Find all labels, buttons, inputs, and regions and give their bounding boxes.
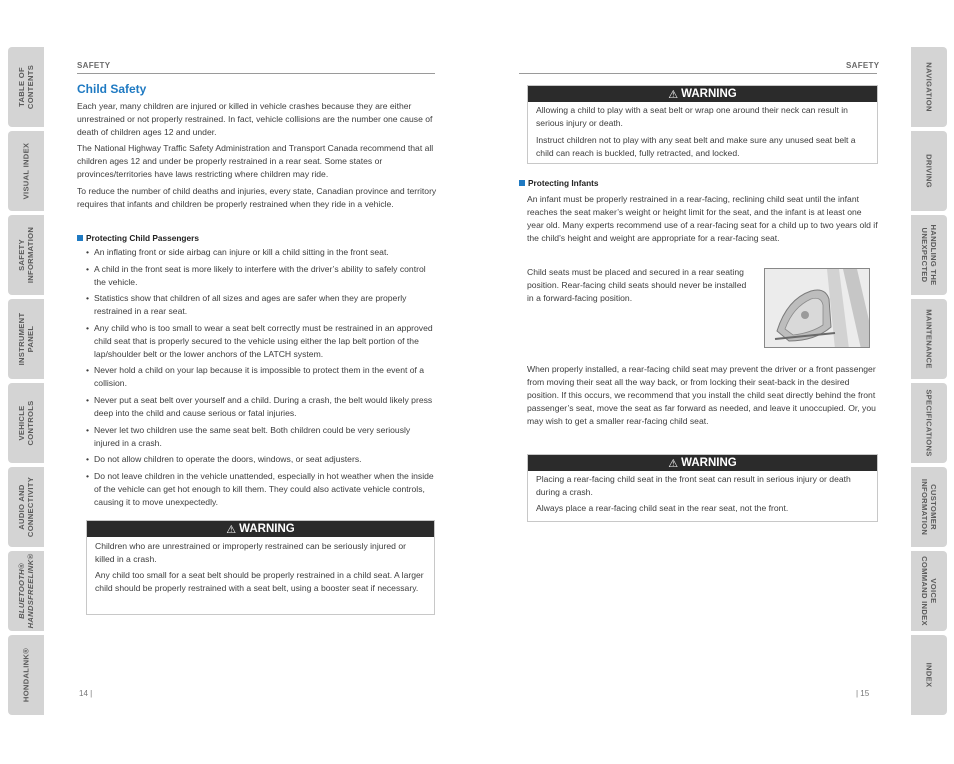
tab-voice-command-index[interactable] [911,551,947,631]
tab-hondalink[interactable] [8,635,44,715]
warning-text: Placing a rear-facing child seat in the front seat can result in serious injury or death during a crash. [536,474,851,497]
warning-label: WARNING [681,88,737,100]
infant-restraint-paragraph: An infant must be properly restrained in a rear-facing, reclining child seat until the infant reaches the seat maker’s weight or height limit for the seat, and the infant is at least one year old. Many experts recommend use of a rear-facing seat for a child up to two years old if the child’s height and weight are appropriate for a rear-facing seat. [527,194,878,243]
list-item: • Never put a seat belt over yourself and a child. During a crash, the belt would likely press deep into the child and cause serious or fatal injuries. [86,394,438,420]
intro-paragraph: Each year, many children are injured or killed in vehicle crashes because they are either unrestrained or not properly restrained. In fact, vehicle collisions are the number one cause of death of children ages 12 and under. [77,101,433,137]
section-marker-icon [519,180,525,186]
tab-label: HANDLING THE UNEXPECTED [920,224,938,286]
tab-visual-index[interactable] [8,131,44,211]
tab-label: TABLE OF CONTENTS [17,64,35,110]
tab-label: SAFETY INFORMATION [17,226,35,284]
warning-header [528,86,877,102]
list-item: • Statistics show that children of all sizes and ages are safer when they are properly restrained in a rear seat. [86,292,438,318]
left-page-header: SAFETY [77,61,111,70]
list-item: • Do not allow children to operate the doors, windows, or seat adjusters. [86,453,438,466]
tab-label: BLUETOOTH® HANDSFREELINK® [17,553,35,629]
warning-label: WARNING [239,523,295,535]
page-title: Child Safety [77,82,147,96]
tab-specifications[interactable] [911,383,947,463]
subheading-text: Protecting Child Passengers [86,233,199,243]
tab-safety-information[interactable] [8,215,44,295]
warning-triangle-icon: ⚠ [668,88,679,101]
tab-label: INDEX [924,662,934,688]
tab-label: MAINTENANCE [924,309,934,369]
warning-header [87,521,434,537]
child-seat-drawing [765,269,870,348]
installation-paragraph: When properly installed, a rear-facing child seat may prevent the driver or a front passenger from moving their seat all the way back, or from locking their seat-back in the desired position. If this occurs, we recommend that you install the child seat directly behind the front passenger’s seat, move the seat as far forward as needed, and leave it unoccupied. Or, you may wish to get a smaller rear-facing child seat. [527,364,876,426]
subheading-text: Protecting Infants [528,178,599,188]
tab-table-of-contents[interactable] [8,47,44,127]
warning-text: Allowing a child to play with a seat belt or wrap one around their neck can result in serious injury or death. [536,105,848,128]
warning-text: Instruct children not to play with any seat belt and make sure any unused seat belt a child can reach is buckled, fully retracted, and locked. [536,135,856,158]
tab-label: INSTRUMENT PANEL [17,312,35,366]
tab-label: HONDALINK® [21,647,31,703]
tab-customer-information[interactable] [911,467,947,547]
warning-triangle-icon: ⚠ [668,457,679,470]
tab-label: SPECIFICATIONS [924,389,934,457]
rear-facing-child-seat-illustration [764,268,870,348]
child-passenger-bullet-list [86,246,438,512]
tab-instrument-panel[interactable] [8,299,44,379]
tab-handling-the-unexpected[interactable] [911,215,947,295]
right-header-rule [519,73,877,74]
left-header-rule [77,73,435,74]
right-page-header: SAFETY [846,61,880,70]
tab-label: AUDIO AND CONNECTIVITY [17,476,35,538]
tab-vehicle-controls[interactable] [8,383,44,463]
list-item: • An inflating front or side airbag can injure or kill a child sitting in the front seat. [86,246,438,259]
list-item: • A child in the front seat is more likely to interfere with the driver’s ability to safely control the vehicle. [86,263,438,289]
tab-audio-connectivity[interactable] [8,467,44,547]
tab-bluetooth-handsfreelink[interactable] [8,551,44,631]
page-number-right: | 15 [856,689,870,698]
right-section-tabs [911,47,947,719]
tab-navigation[interactable] [911,47,947,127]
list-item: • Never let two children use the same seat belt. Both children could be very seriously injured in a crash. [86,424,438,450]
list-item: • Any child who is too small to wear a seat belt correctly must be restrained in an approved child seat that is properly secured to the vehicle using either the lap belt portion of the lap/shoulder belt or the lower anchors of the LATCH system. [86,322,438,361]
list-item: • Do not leave children in the vehicle unattended, especially in hot weather when the inside of the vehicle can get hot enough to kill them. They could also activate vehicle controls, causing it to move unexpectedly. [86,470,438,509]
tab-label: CUSTOMER INFORMATION [920,478,938,536]
warning-text: Children who are unrestrained or improperly restrained can be seriously injured or killed in a crash. [95,541,406,564]
tab-label: VOICE COMMAND INDEX [920,556,938,626]
warning-box-seat-belt-play [527,85,878,164]
requirements-paragraph: To reduce the number of child deaths and injuries, every state, Canadian province and territory requires that infants and children be properly restrained when they ride in a vehicle. [77,186,437,209]
section-marker-icon [77,235,83,241]
tab-index[interactable] [911,635,947,715]
tab-label: VEHICLE CONTROLS [17,400,35,446]
left-section-tabs [8,47,44,719]
tab-label: VISUAL INDEX [21,142,31,200]
nhtsa-paragraph: The National Highway Traffic Safety Administration and Transport Canada recommend that all children ages 12 and under be properly restrained in a rear seat. Some states or provinces/territories have laws restricting where children may ride. [77,143,434,179]
list-item: • Never hold a child on your lap because it is impossible to protect them in the event of a collision. [86,364,438,390]
tab-label: NAVIGATION [924,62,934,112]
subheading-protecting-child-passengers [77,233,199,243]
warning-label: WARNING [681,457,737,469]
warning-header [528,455,877,471]
warning-text: Always place a rear-facing child seat in the rear seat, not the front. [536,503,789,513]
warning-triangle-icon: ⚠ [226,523,237,536]
tab-label: DRIVING [924,154,934,188]
tab-driving[interactable] [911,131,947,211]
warning-text: Any child too small for a seat belt should be properly restrained in a child seat. A larger child should be properly restrained with a seat belt, using a booster seat if necessary. [95,570,424,593]
tab-maintenance[interactable] [911,299,947,379]
page-number-left: 14 | [79,689,93,698]
warning-box-front-seat [527,454,878,522]
rear-seating-paragraph: Child seats must be placed and secured in a rear seating position. Rear-facing child seats should never be installed in a forward-facing position. [527,267,747,303]
subheading-protecting-infants [519,178,599,188]
warning-box-restraint [86,520,435,615]
